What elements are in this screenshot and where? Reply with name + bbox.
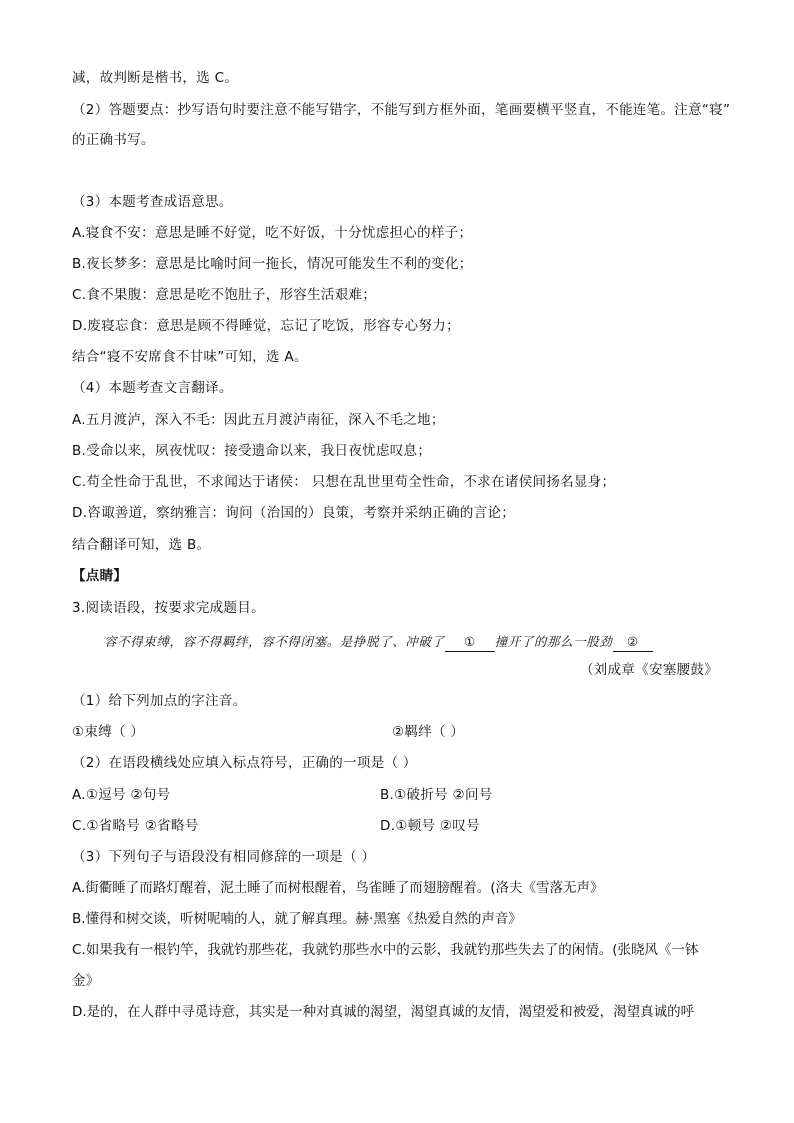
question-title: 3.阅读语段，按要求完成题目。 (72, 600, 265, 616)
q3-option-b: B.懂得和树交谈，听树呢喃的人，就了解真理。赫·黑塞《热爱自然的声音》 (72, 911, 522, 927)
q2-prompt: （2）在语段横线处应填入标点符号，正确的一项是（ ） (72, 755, 417, 771)
q3-option-c: C.如果我有一根钓竿，我就钓那些花，我就钓那些水中的云影，我就钓那些失去了的闲情。(张晓风《一钵 (72, 942, 699, 958)
option-line: C.食不果腹：意思是吃不饱肚子，形容生活艰难； (72, 287, 377, 303)
option-line: C.苟全性命于乱世，不求闻达于诸侯： 只想在乱世里苟全性命，不求在诸侯间扬名显身； (72, 474, 616, 490)
q2-option-b: B.①破折号 ②问号 (380, 787, 493, 803)
blank-2: ② (613, 633, 653, 652)
option-line: A.寝食不安：意思是睡不好觉，吃不好饭，十分忧虑担心的样子； (72, 225, 473, 241)
q2-option-c: C.①省略号 ②省略号 (72, 818, 199, 834)
section-heading: 【点睛】 (72, 568, 128, 584)
option-line: A.五月渡泸，深入不毛：因此五月渡泸南征，深入不毛之地； (72, 412, 445, 428)
q3-prompt: （3）下列句子与语段没有相同修辞的一项是（ ） (72, 849, 376, 865)
q3-option-d: D.是的，在人群中寻觅诗意，其实是一种对真诚的渴望，渴望真诚的友情，渴望爱和被爱，渴望真诚的呼 (72, 1004, 695, 1020)
text-line: （3）本题考查成语意思。 (72, 194, 233, 210)
q2-option-a: A.①逗号 ②句号 (72, 787, 171, 803)
option-line: D.咨诹善道，察纳雅言：询问（治国的）良策，考察并采纳正确的言论； (72, 505, 516, 521)
text-line: （4）本题考查文言翻译。 (72, 380, 233, 396)
option-line: B.夜长梦多：意思是比喻时间一拖长，情况可能发生不利的变化； (72, 256, 473, 272)
text-line: 结合“寝不安席食不甘味”可知，选 A。 (72, 349, 308, 365)
q1-prompt: （1）给下列加点的字注音。 (72, 693, 247, 709)
option-line: B.受命以来，夙夜忧叹：接受遗命以来，我日夜忧虑叹息； (72, 443, 432, 459)
passage-source: （刘成章《安塞腰鼓》 (580, 662, 718, 678)
option-line: D.废寝忘食：意思是顾不得睡觉，忘记了吃饭，形容专心努力； (72, 318, 460, 334)
text-line: 结合翻译可知，选 B。 (72, 537, 211, 553)
passage-middle: 撞开了的那么一股劲 (494, 634, 613, 649)
text-line: 减，故判断是楷书，选 C。 (72, 70, 239, 86)
text-line: （2）答题要点：抄写语句时要注意不能写错字，不能写到方框外面，笔画要横平竖直，不能连笔。注意“寝” (72, 102, 731, 118)
reading-passage (104, 633, 653, 652)
q2-option-d: D.①顿号 ②叹号 (380, 818, 480, 834)
blank-1: ① (445, 633, 495, 652)
q3-option-a: A.街衢睡了而路灯醒着，泥土睡了而树根醒着，鸟雀睡了而翅膀醒着。(洛夫《雪落无声》 (72, 880, 604, 896)
text-line: 的正确书写。 (72, 132, 155, 148)
q1-option-b: ②羁绊（ ） (392, 724, 465, 740)
passage-text: 容不得束缚，容不得羁绊，容不得闭塞。是挣脱了、冲破了 (104, 634, 445, 649)
q1-option-a: ①束缚（ ） (72, 724, 145, 740)
q3-option-c-continued: 金》 (72, 973, 100, 989)
